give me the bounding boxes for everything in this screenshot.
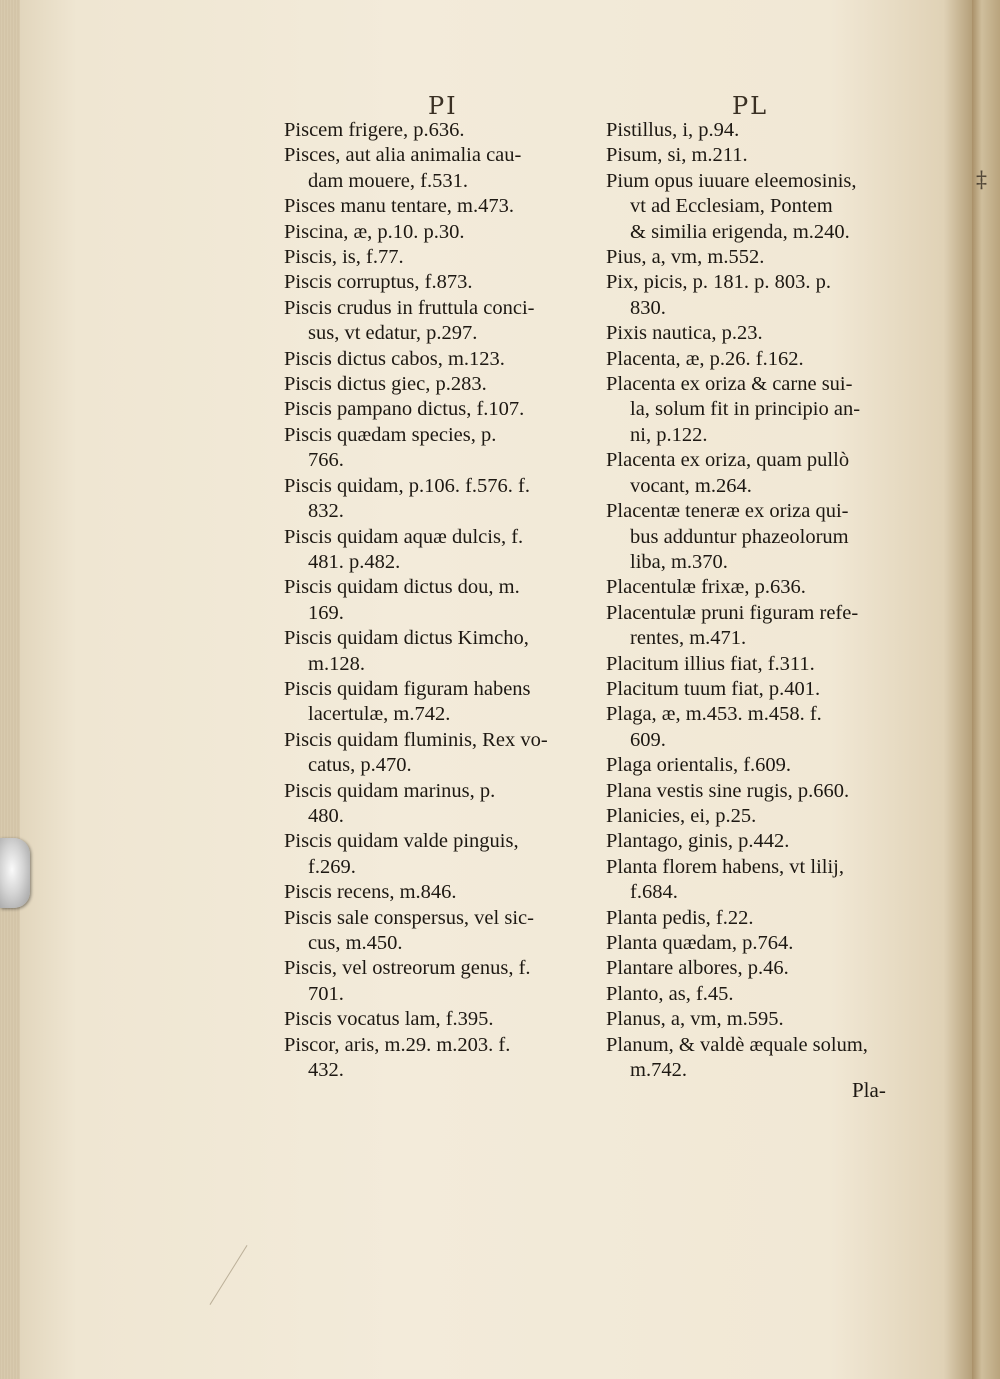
entry-continuation: sus, vt edatur, p.297. [308, 322, 478, 345]
index-entry [284, 143, 594, 194]
index-entry [606, 372, 926, 448]
page-clip [0, 838, 30, 908]
entry-line: Piscis quidam valde pinguis, [284, 830, 519, 853]
entry-line: Plantago, ginis, p.442. [606, 830, 790, 853]
entry-continuation: cus, m.450. [308, 932, 403, 954]
entry-line: Piscis recens, m.846. [284, 881, 457, 904]
book-spine [972, 0, 1000, 1379]
index-entry [606, 270, 926, 321]
index-entry [606, 499, 926, 575]
index-entry [606, 245, 926, 270]
index-entry [606, 702, 926, 753]
entry-line: Plaga, æ, m.453. m.458. f. [606, 703, 822, 726]
entry-continuation: 169. [308, 601, 344, 624]
index-entry [284, 372, 594, 397]
entry-line: Piscis dictus cabos, m.123. [284, 347, 505, 370]
page-edges [0, 0, 22, 1379]
entry-line: Placenta, æ, p.26. f.162. [606, 347, 804, 370]
entry-continuation: rentes, m.471. [630, 627, 747, 650]
left-column-header: PI [428, 92, 458, 120]
entry-line: Piscis vocatus lam, f.395. [284, 1008, 494, 1031]
entry-line: Pium opus iuuare eleemosinis, [606, 169, 857, 192]
index-entry [606, 347, 926, 372]
index-entry [284, 347, 594, 372]
index-entry [606, 601, 926, 652]
entry-line: Piscis corruptus, f.873. [284, 271, 473, 294]
entry-line: Piscem frigere, p.636. [284, 119, 465, 141]
entry-line: Piscis quidam dictus Kimcho, [284, 627, 529, 650]
entry-line: Piscis quidam, p.106. f.576. f. [284, 474, 530, 497]
entry-line: Piscis, is, f.77. [284, 246, 404, 269]
entry-line: Piscis pampano dictus, f.107. [284, 398, 525, 421]
entry-line: Plantare albores, p.46. [606, 957, 789, 980]
entry-line: Planto, as, f.45. [606, 982, 734, 1005]
entry-continuation: & similia erigenda, m.240. [630, 220, 850, 243]
entry-continuation: la, solum fit in principio an- [630, 398, 861, 421]
index-entry [606, 1007, 926, 1032]
right-column-header: PL [732, 92, 769, 120]
entry-line: Pisces manu tentare, m.473. [284, 195, 515, 218]
entry-line: Piscis sale conspersus, vel sic- [284, 906, 534, 929]
index-entry [284, 779, 594, 830]
index-entry [284, 626, 594, 677]
entry-line: Piscis crudus in fruttula conci- [284, 296, 535, 319]
index-entry [606, 982, 926, 1007]
index-entry [284, 1007, 594, 1032]
entry-continuation: liba, m.370. [630, 550, 728, 573]
entry-line: Pisum, si, m.211. [606, 144, 748, 167]
entry-continuation: 701. [308, 982, 344, 1005]
entry-line: Piscis quædam species, p. [284, 423, 497, 446]
entry-line: Piscis quidam figuram habens [284, 677, 531, 700]
entry-line: Pistillus, i, p.94. [606, 119, 740, 141]
index-entry [284, 118, 594, 143]
entry-line: Placitum tuum fiat, p.401. [606, 677, 821, 700]
right-column [606, 118, 926, 1083]
entry-line: Piscis, vel ostreorum genus, f. [284, 957, 531, 980]
entry-line: Placentulæ pruni figuram refe- [606, 601, 859, 624]
entry-continuation: m.742. [630, 1059, 687, 1082]
index-entry [284, 270, 594, 295]
entry-line: Planus, a, vm, m.595. [606, 1008, 784, 1031]
index-entry [606, 321, 926, 346]
entry-line: Piscis quidam fluminis, Rex vo- [284, 728, 548, 751]
index-entry [606, 143, 926, 168]
entry-line: Planta pedis, f.22. [606, 906, 754, 929]
entry-continuation: vocant, m.264. [630, 474, 752, 497]
entry-line: Placitum illius fiat, f.311. [606, 652, 815, 675]
index-entry [606, 448, 926, 499]
entry-line: Piscis dictus giec, p.283. [284, 373, 487, 396]
entry-continuation: 480. [308, 804, 344, 827]
index-entry [606, 753, 926, 778]
index-entry [606, 652, 926, 677]
entry-continuation: ni, p.122. [630, 423, 708, 446]
index-entry [606, 931, 926, 956]
entry-line: Piscor, aris, m.29. m.203. f. [284, 1033, 511, 1056]
index-entry [284, 880, 594, 905]
index-entry [606, 906, 926, 931]
entry-continuation: f.684. [630, 881, 678, 904]
entry-continuation: 830. [630, 296, 666, 319]
index-entry [284, 829, 594, 880]
index-entry [284, 906, 594, 957]
entry-line: Piscina, æ, p.10. p.30. [284, 220, 465, 243]
index-entry [606, 118, 926, 143]
index-entry [606, 575, 926, 600]
index-entry [284, 575, 594, 626]
entry-line: Pisces, aut alia animalia cau- [284, 144, 522, 167]
entry-line: Pius, a, vm, m.552. [606, 246, 765, 269]
entry-line: Piscis quidam marinus, p. [284, 779, 496, 802]
index-entry [284, 525, 594, 576]
left-column [284, 118, 594, 1083]
entry-continuation: f.269. [308, 855, 356, 878]
index-entry [284, 245, 594, 270]
entry-continuation: catus, p.470. [308, 754, 412, 777]
entry-continuation: 481. p.482. [308, 550, 401, 573]
entry-continuation: vt ad Ecclesiam, Pontem [630, 195, 833, 218]
index-entry [606, 677, 926, 702]
index-entry [606, 855, 926, 906]
index-entry [606, 169, 926, 245]
entry-line: Pixis nautica, p.23. [606, 322, 763, 345]
entry-line: Plaga orientalis, f.609. [606, 754, 792, 777]
entry-continuation: bus adduntur phazeolorum [630, 525, 849, 548]
entry-continuation: 766. [308, 449, 344, 472]
entry-line: Pix, picis, p. 181. p. 803. p. [606, 271, 831, 294]
entry-line: Planum, & valdè æquale solum, [606, 1033, 868, 1056]
entry-line: Placenta ex oriza, quam pullò [606, 449, 850, 472]
entry-continuation: 609. [630, 728, 666, 751]
catchword: Pla- [852, 1078, 886, 1102]
index-entry [284, 728, 594, 779]
index-entry [606, 804, 926, 829]
index-entry [284, 220, 594, 245]
index-entry [284, 194, 594, 219]
entry-continuation: lacertulæ, m.742. [308, 703, 451, 726]
index-entry [606, 956, 926, 981]
entry-continuation: 432. [308, 1059, 344, 1082]
entry-line: Piscis quidam aquæ dulcis, f. [284, 525, 524, 548]
entry-line: Placentæ teneræ ex oriza qui- [606, 500, 849, 523]
index-entry [284, 1033, 594, 1084]
index-entry [606, 779, 926, 804]
entry-line: Placentulæ frixæ, p.636. [606, 576, 806, 599]
entry-line: Planta quædam, p.764. [606, 932, 794, 954]
entry-line: Plana vestis sine rugis, p.660. [606, 779, 850, 802]
index-entry [284, 296, 594, 347]
entry-line: Planta florem habens, vt lilij, [606, 855, 844, 878]
index-entry [284, 423, 594, 474]
index-entry [284, 397, 594, 422]
entry-line: Placenta ex oriza & carne sui- [606, 373, 853, 396]
entry-line: Piscis quidam dictus dou, m. [284, 576, 520, 599]
entry-continuation: 832. [308, 500, 344, 523]
entry-line: Planicies, ei, p.25. [606, 804, 757, 827]
index-entry [606, 1033, 926, 1084]
index-entry [284, 956, 594, 1007]
bleed-through-mark: ‡ [976, 168, 987, 193]
index-entry [284, 677, 594, 728]
entry-continuation: dam mouere, f.531. [308, 169, 468, 192]
entry-continuation: m.128. [308, 652, 365, 675]
index-entry [606, 829, 926, 854]
index-entry [284, 474, 594, 525]
